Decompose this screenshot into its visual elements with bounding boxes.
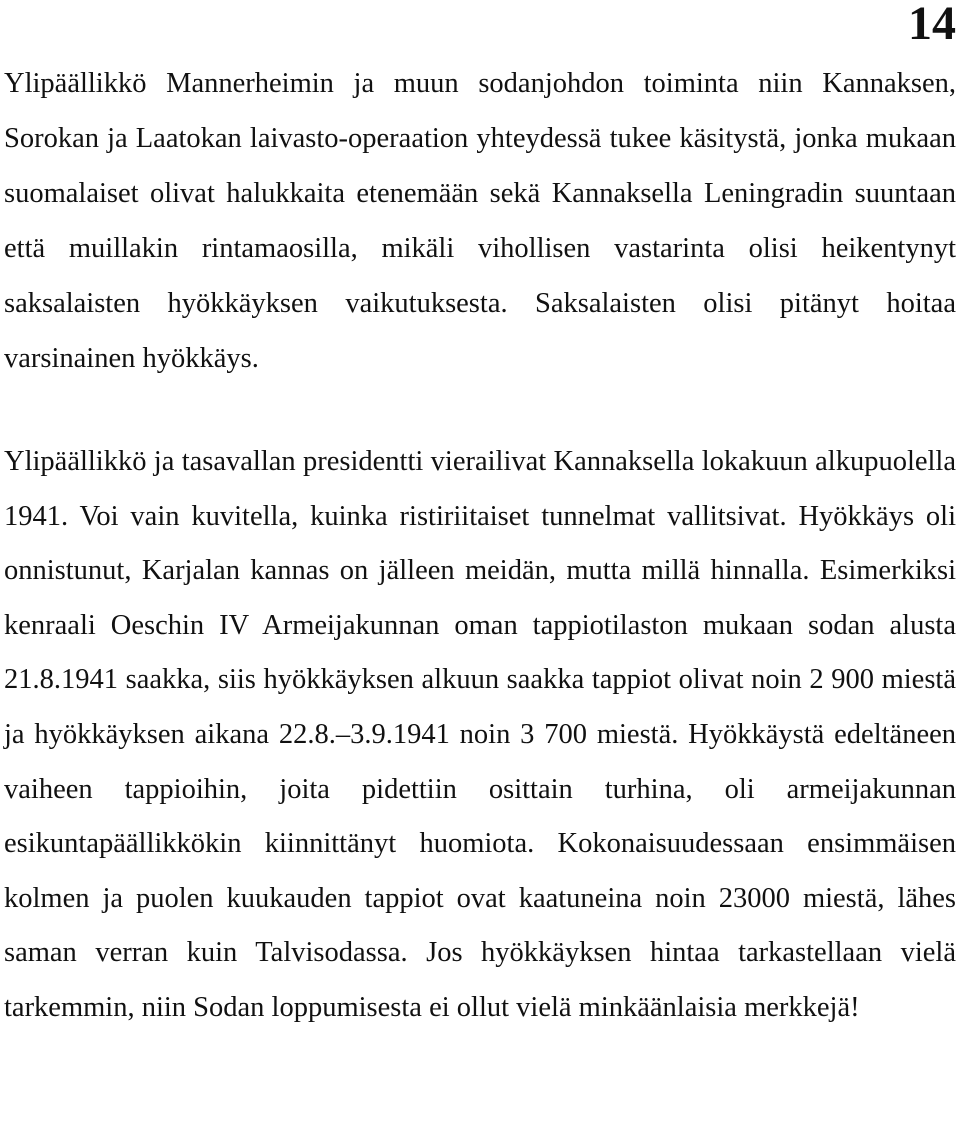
page-number: 14 — [908, 0, 956, 50]
paragraph-1: Ylipäällikkö Mannerheimin ja muun sodanjohdon toiminta niin Kannaksen, Sorokan ja Laatokan laivasto-operaation yhteydessä tukee käsitystä, jonka mukaan suomalaiset olivat halukkaita etenemään sekä Kannaksella Leningradin suuntaan että muillakin rintamaosilla, mikäli vihollisen vastarinta olisi heikentynyt saksalaisten hyökkäyksen vaikutuksesta. Saksalaisten olisi pitänyt hoitaa varsinainen hyökkäys. — [4, 68, 956, 374]
paragraph-2: Ylipäällikkö ja tasavallan presidentti vierailivat Kannaksella lokakuun alkupuolella 1941. Voi vain kuvitella, kuinka ristiriitaiset tunnelmat vallitsivat. Hyökkäys oli onnistunut, Karjalan kannas on jälleen meidän, mutta millä hinnalla. Esimerkiksi kenraali Oeschin IV Armeijakunnan oman tappiotilaston mukaan sodan alusta 21.8.1941 saakka, siis hyökkäyksen alkuun saakka tappiot olivat noin 2 900 miestä ja hyökkäyksen aikana 22.8.–3.9.1941 noin 3 700 miestä. Hyökkäystä edeltäneen vaiheen tappioihin, joita pidettiin osittain turhina, oli armeijakunnan esikuntapäällikkökin kiinnittänyt huomiota. Kokonaisuudessaan ensimmäisen kolmen ja puolen kuukauden tappiot ovat kaatuneina noin 23000 miestä, lähes saman verran kuin Talvisodassa. Jos hyökkäyksen hintaa tarkastellaan vielä tarkemmin, niin Sodan loppumisesta ei ollut vielä minkäänlaisia merkkejä! — [4, 446, 956, 1023]
